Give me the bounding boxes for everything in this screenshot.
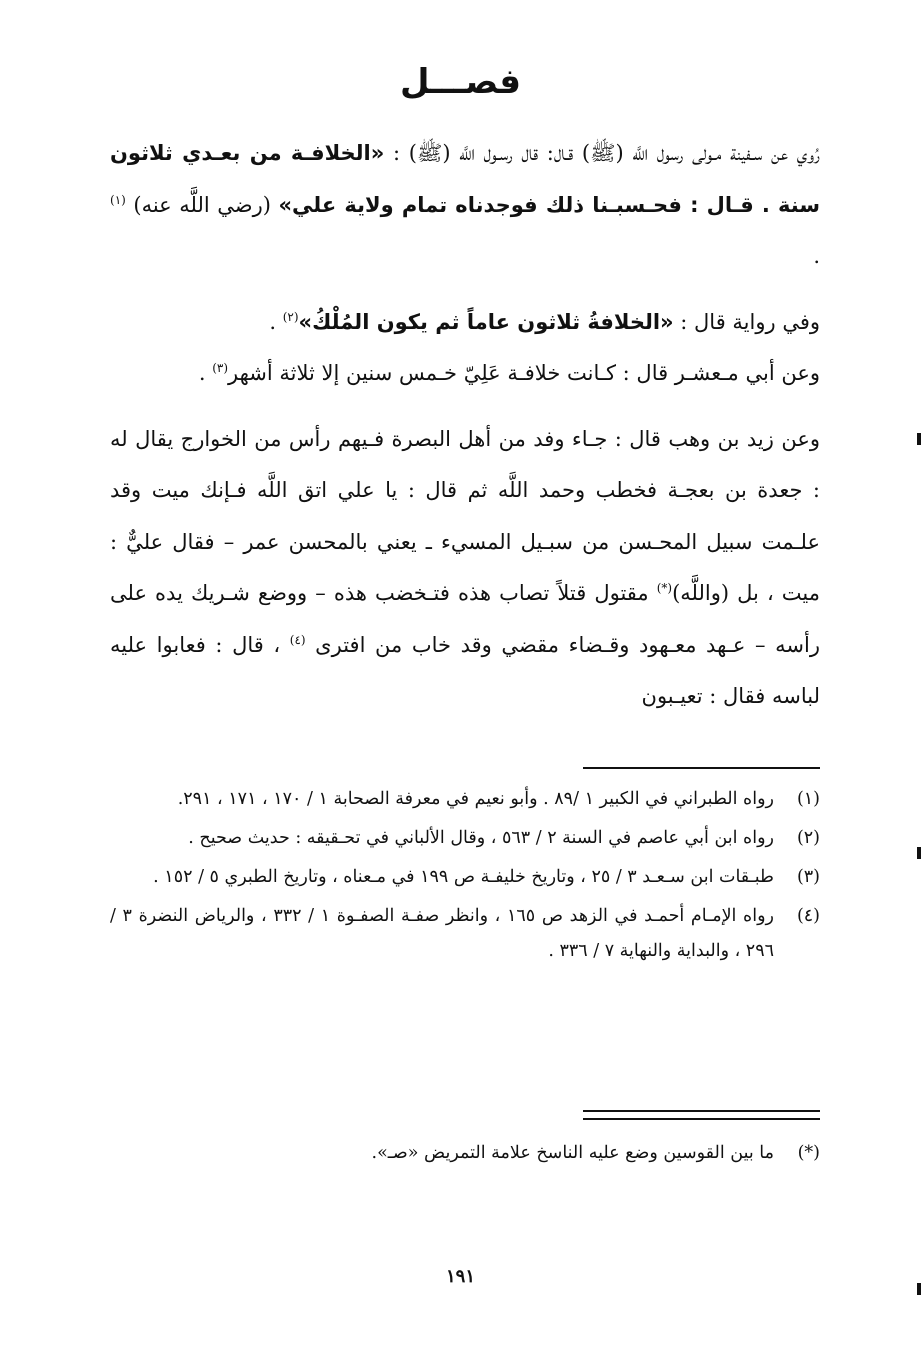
paragraph-2-end: . — [269, 309, 283, 334]
editor-note-ref[interactable]: (*) — [656, 581, 673, 595]
footnote-text: رواه ابن أبي عاصم في السنة ٢ / ٥٦٣ ، وقال الألباني في تحـقيقه : حديث صحيح . — [188, 828, 774, 848]
paragraph-1-text: رُوي عن سـفينة مـولى رسول اللَّه (ﷺ) قـال: قال رسـول اللَّه (ﷺ) : — [384, 141, 820, 165]
section-heading: فصـــل — [400, 62, 521, 102]
paragraph-4-text-2: مقتول قتلاً تصاب هذه فتـخضب هذه – ووضع شـريك يده على رأسه – عـهد معـهود وقـضاء مقضي وقد خاب من افترى — [110, 581, 820, 657]
paragraph-4-text: وعن زيد بن وهب قال : جـاء وفد من أهل البصرة فـيهم رأس من الخوارج يقال له : جعدة بن بعجـة فخطب وحمد اللَّه ثم قال : يا علي اتق اللَّه فـإنك ميت وقد علـمت سبيل المحـسن من سبـيل المسيء ـ يعني بالمحسن عمر – فقال عليٌّ : ميت ، بل (واللَّه) — [110, 426, 820, 605]
footnote-number: (١) — [796, 789, 820, 809]
editor-note-item — [110, 1136, 820, 1171]
paragraph-4-text-3: ، قال : فعابوا عليه لباسه فقال : تعيـبون — [110, 632, 820, 708]
editor-note-text: ما بين القوسين وضع عليه الناسخ علامة التمريض «صـ». — [371, 1143, 774, 1163]
paragraph-4 — [110, 414, 820, 723]
paragraph-3 — [110, 348, 820, 400]
editor-note — [110, 1136, 820, 1175]
footnote-ref-3[interactable]: (٣) — [212, 361, 229, 375]
paragraph-1-end: . — [813, 244, 820, 268]
main-text — [110, 128, 820, 723]
footnote-2 — [110, 821, 820, 856]
paragraph-1-text-2: (رضي اللَّه عنه) — [125, 192, 279, 217]
scan-mark — [917, 1283, 921, 1295]
paragraph-2-quote: «الخلافةُ ثلاثون عاماً ثم يكون المُلْكُ» — [298, 309, 674, 334]
footnote-separator — [583, 767, 820, 769]
footnotes — [110, 782, 820, 973]
editor-note-separator — [583, 1110, 820, 1120]
paragraph-1-quote: «الخلافـة من بعـدي ثلاثون سنة . قـال : فحـسبـنا ذلك فوجدناه تمام ولاية علي» — [110, 141, 820, 217]
footnote-1 — [110, 782, 820, 817]
paragraph-1 — [110, 128, 820, 283]
paragraph-2 — [110, 297, 820, 349]
paragraph-3-text: وعن أبي مـعشـر قال : كـانت خلافـة عَلِيّ خـمس سنين إلا ثلاثة أشهر — [228, 361, 820, 385]
footnote-3 — [110, 860, 820, 895]
footnote-number: (٣) — [796, 867, 820, 887]
footnote-ref-1[interactable]: (١) — [110, 192, 126, 207]
page-number: ١٩١ — [445, 1266, 475, 1287]
footnote-number: (٤) — [796, 906, 820, 926]
footnote-text: طبـقات ابن سـعـد ٣ / ٢٥ ، وتاريخ خليفـة ص ١٩٩ في مـعناه ، وتاريخ الطبري ٥ / ١٥٢ . — [153, 867, 774, 887]
paragraph-2-text: وفي رواية قال : — [673, 309, 820, 334]
footnote-text: رواه الطبراني في الكبير ١ /٨٩ . وأبو نعيم في معرفة الصحابة ١ / ١٧٠ ، ١٧١ ، ٢٩١. — [177, 789, 774, 809]
footnote-number: (٢) — [796, 828, 820, 848]
footnote-ref-2[interactable]: (٢) — [282, 309, 299, 324]
scan-mark — [917, 433, 921, 445]
scan-mark — [917, 847, 921, 859]
footnote-4 — [110, 899, 820, 969]
footnote-text: رواه الإمـام أحمـد في الزهد ص ١٦٥ ، وانظر صفـة الصفـوة ١ / ٣٣٢ ، والرياض النضرة ٣ / ٢٩٦ ، والبداية والنهاية ٧ / ٣٣٦ . — [110, 906, 774, 961]
editor-note-marker: (*) — [797, 1143, 820, 1163]
footnote-ref-4[interactable]: (٤) — [289, 632, 306, 647]
paragraph-3-end: . — [198, 361, 213, 385]
